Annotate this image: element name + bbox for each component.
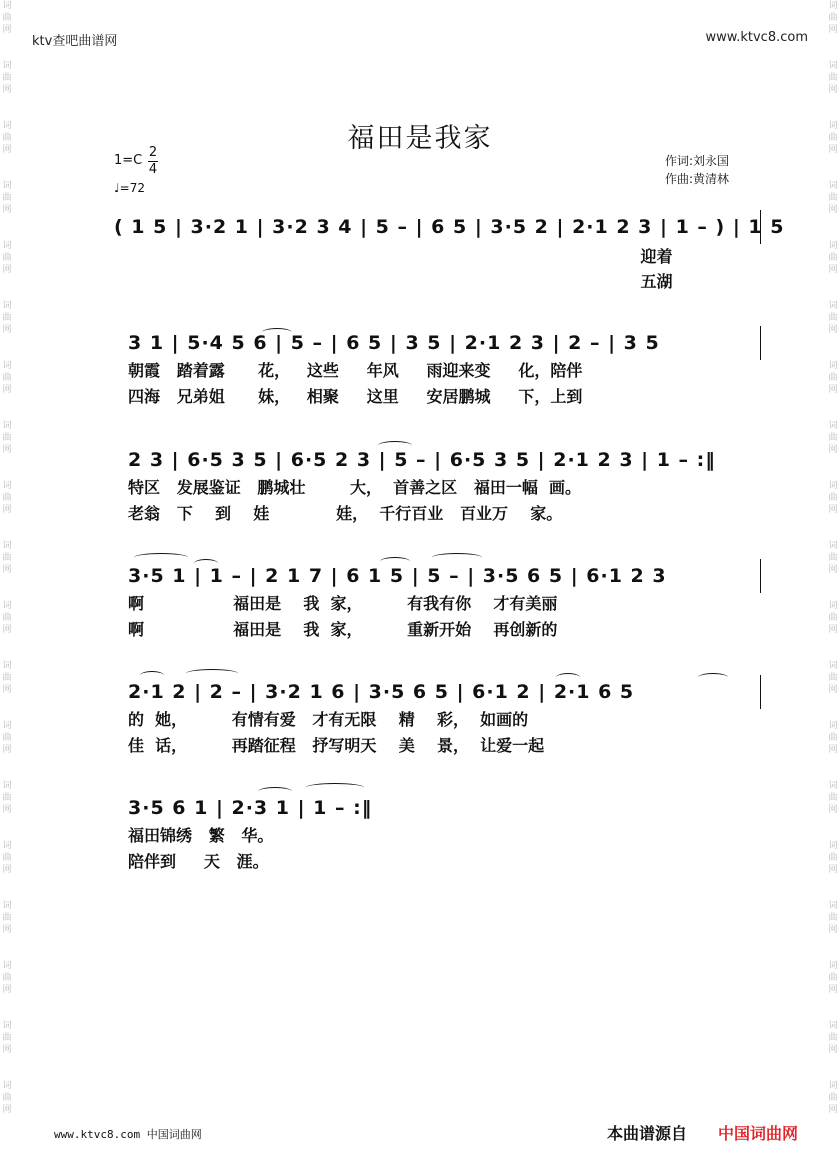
notation-line: 3·5 6 1 | 2·3 1 | 1 – :‖ [128, 797, 373, 819]
time-signature-top: 2 [148, 145, 158, 160]
left-watermark-strip [1, 0, 13, 1169]
watermark-glyph: 词曲网 [2, 601, 12, 635]
watermark-glyph: 词曲网 [828, 961, 838, 995]
lyric-verse-2: 陪伴到 天 涯。 [128, 852, 269, 871]
watermark-glyph: 词曲网 [2, 721, 12, 755]
watermark-glyph: 词曲网 [828, 1081, 838, 1115]
watermark-glyph: 词曲网 [2, 241, 12, 275]
watermark-glyph: 词曲网 [828, 421, 838, 455]
composer-credit: 作曲:黄清林 [665, 172, 730, 186]
footer-site: www.ktvc8.com 中国词曲网 [54, 1128, 202, 1141]
time-signature-bottom: 4 [148, 162, 158, 177]
lyric-verse-2: 佳 话， 再踏征程 抒写明天 美 景， 让爱一起 [128, 736, 545, 755]
lyric-verse-1: 朝霞 踏着露 花， 这些 年风 雨迎来变 化，陪伴 [128, 361, 583, 380]
watermark-glyph: 词曲网 [2, 781, 12, 815]
bar-line [760, 326, 761, 360]
notation-line: 3·5 1 | 1 – | 2 1 7 | 6 1 5 | 5 – | 3·5 6 5 | 6·1 2 3 [128, 565, 667, 587]
watermark-glyph: 词曲网 [2, 961, 12, 995]
lyric-verse-1: 迎着 [128, 247, 673, 266]
slur [698, 673, 728, 682]
lyric-verse-1: 的 她， 有情有爱 才有无限 精 彩， 如画的 [128, 710, 529, 729]
lyric-verse-1: 啊 福田是 我 家， 有我有你 才有美丽 [128, 594, 558, 613]
right-watermark-strip [827, 0, 839, 1169]
footer-source-brand: 中国词曲网 [718, 1124, 799, 1143]
header-site-name: ktv查吧曲谱网 [32, 34, 118, 49]
watermark-glyph: 词曲网 [828, 1, 838, 35]
watermark-glyph: 词曲网 [828, 1021, 838, 1055]
watermark-glyph: 词曲网 [2, 901, 12, 935]
watermark-glyph: 词曲网 [828, 661, 838, 695]
slur [140, 671, 164, 680]
watermark-glyph: 词曲网 [2, 1081, 12, 1115]
bar-line [760, 675, 761, 709]
watermark-glyph: 词曲网 [828, 541, 838, 575]
time-signature [148, 146, 158, 177]
watermark-glyph: 词曲网 [828, 181, 838, 215]
lyric-verse-2: 啊 福田是 我 家， 重新开始 再创新的 [128, 620, 558, 639]
watermark-glyph: 词曲网 [828, 601, 838, 635]
watermark-glyph: 词曲网 [828, 241, 838, 275]
watermark-glyph: 词曲网 [2, 481, 12, 515]
tempo-marking: ♩=72 [114, 181, 145, 195]
tie [432, 553, 482, 562]
lyricist-credit: 作词:刘永国 [665, 154, 730, 168]
watermark-glyph: 词曲网 [828, 901, 838, 935]
watermark-glyph: 词曲网 [2, 1, 12, 35]
header-site-url: www.ktvc8.com [705, 30, 808, 45]
notation-line: 3 1 | 5·4 5 6 | 5 – | 6 5 | 3 5 | 2·1 2 3 | 2 – | 3 5 [128, 332, 660, 354]
watermark-glyph: 词曲网 [828, 301, 838, 335]
watermark-glyph: 词曲网 [828, 721, 838, 755]
key-signature: 1=C [114, 153, 143, 168]
watermark-glyph: 词曲网 [2, 541, 12, 575]
lyric-verse-1: 福田锦绣 繁 华。 [128, 826, 274, 845]
notation-line: 2·1 2 | 2 – | 3·2 1 6 | 3·5 6 5 | 6·1 2 | 2·1 6 5 [128, 681, 635, 703]
watermark-glyph: 词曲网 [2, 121, 12, 155]
notation-line: 2 3 | 6·5 3 5 | 6·5 2 3 | 5 – | 6·5 3 5 | 2·1 2 3 | 1 – :‖ [128, 449, 716, 471]
notation-line: ( 1 5 | 3·2 1 | 3·2 3 4 | 5 – | 6 5 | 3·5 2 | 2·1 2 3 | 1 – ) | 1 5 [114, 216, 785, 238]
slur [258, 787, 292, 796]
tie [306, 783, 364, 792]
song-title: 福田是我家 [347, 123, 493, 154]
watermark-glyph: 词曲网 [2, 661, 12, 695]
watermark-glyph: 词曲网 [828, 61, 838, 95]
watermark-glyph: 词曲网 [828, 121, 838, 155]
watermark-glyph: 词曲网 [2, 301, 12, 335]
lyric-verse-1: 特区 发展鉴证 鹏城壮 大， 首善之区 福田一幅 画。 [128, 478, 581, 497]
lyric-verse-2: 五湖 [128, 272, 673, 291]
watermark-glyph: 词曲网 [828, 361, 838, 395]
slur [134, 553, 188, 562]
watermark-glyph: 词曲网 [2, 841, 12, 875]
watermark-glyph: 词曲网 [828, 781, 838, 815]
watermark-glyph: 词曲网 [828, 841, 838, 875]
bar-line [760, 559, 761, 593]
lyric-verse-2: 四海 兄弟姐 妹， 相聚 这里 安居鹏城 下，上到 [128, 387, 583, 406]
lyric-verse-2: 老翁 下 到 娃 娃， 千行百业 百业万 家。 [128, 504, 563, 523]
watermark-glyph: 词曲网 [2, 181, 12, 215]
watermark-glyph: 词曲网 [2, 361, 12, 395]
tie [186, 669, 238, 678]
watermark-glyph: 词曲网 [2, 1021, 12, 1055]
watermark-glyph: 词曲网 [2, 421, 12, 455]
watermark-glyph: 词曲网 [828, 481, 838, 515]
watermark-glyph: 词曲网 [2, 61, 12, 95]
footer-source-label: 本曲谱源自 [607, 1124, 688, 1143]
bar-line [760, 210, 761, 244]
